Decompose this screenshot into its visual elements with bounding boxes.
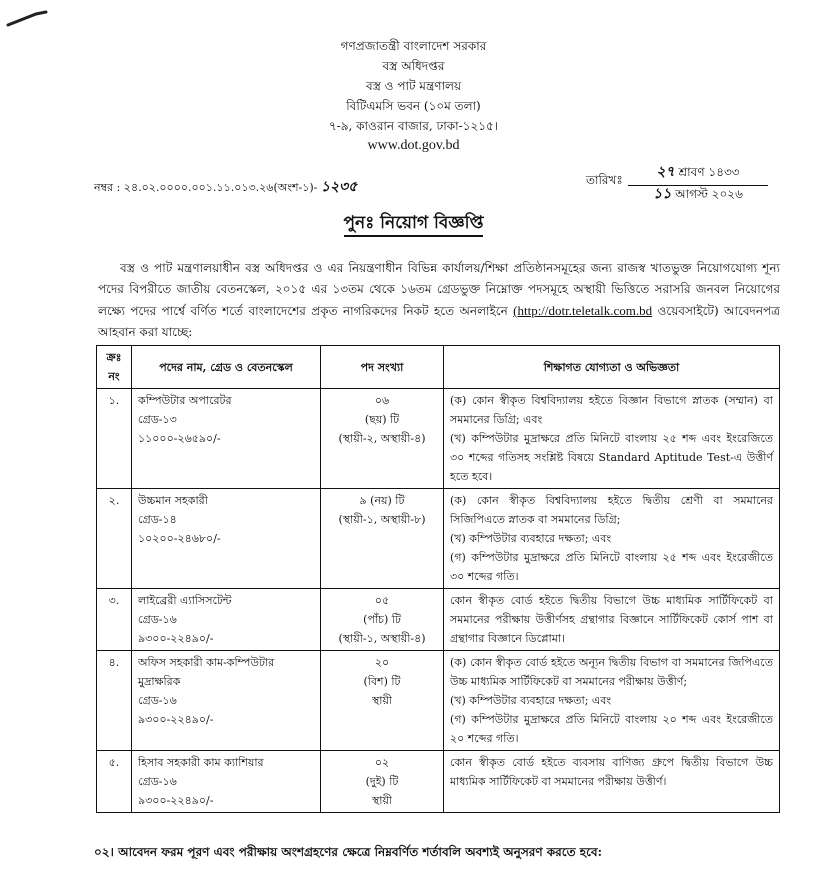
- intro-paragraph: [98, 258, 780, 343]
- post-scale: ৯৩০০-২২৪৯০/-: [138, 632, 214, 645]
- row-qualification: [444, 751, 780, 813]
- table-row: [97, 389, 780, 489]
- date-label: তারিখঃ: [586, 173, 623, 187]
- department-name: বস্ত্র অধিদপ্তর: [382, 59, 445, 73]
- table-header-row: [97, 346, 780, 389]
- building-name: বিটিএমসি ভবন (১০ম তলা): [346, 99, 481, 113]
- post-grade: গ্রেড-১৬: [138, 694, 177, 707]
- row-post-info: [132, 389, 321, 489]
- post-name: উচ্চমান সহকারী: [138, 494, 208, 507]
- notice-title-text: পুনঃ নিয়োগ বিজ্ঞপ্তি: [344, 213, 484, 237]
- post-grade: গ্রেড-১৬: [138, 613, 177, 626]
- row-post-info: [132, 589, 321, 651]
- table-row: [97, 751, 780, 813]
- post-name: হিসাব সহকারী কাম ক্যাশিয়ার: [138, 756, 264, 769]
- row-serial: ২.: [97, 489, 132, 589]
- count-words: (পাঁচ) টি: [363, 613, 401, 626]
- row-post-info: [132, 651, 321, 751]
- ministry-name: বস্ত্র ও পাট মন্ত্রণালয়: [365, 79, 462, 93]
- header-post-name: পদের নাম, গ্রেড ও বেতনস্কেল: [132, 346, 321, 389]
- memo-number: [94, 175, 357, 199]
- post-grade: গ্রেড-১৬: [138, 775, 177, 788]
- post-grade: গ্রেড-১৪: [138, 513, 177, 526]
- qualification-line: (গ) কম্পিউটার মুদ্রাক্ষরে প্রতি মিনিটে বাংলায় ২৫ শব্দ এবং ইংরেজীতে ৩০ শব্দের গতি।: [450, 551, 773, 583]
- count-number: ০৫: [374, 594, 390, 607]
- row-count: [321, 589, 444, 651]
- row-count: [321, 651, 444, 751]
- post-scale: ১১০০০-২৬৫৯০/-: [138, 432, 221, 445]
- bangla-month-year: শ্রাবণ ১৪৩৩: [678, 165, 740, 179]
- count-words: (স্থায়ী-১, অস্থায়ী-৮): [338, 513, 426, 526]
- memo-label: নম্বর : ২৪.০২.০০০০.০০১.১১.০১৩.২৬(অংশ-১)-: [94, 181, 318, 194]
- address: ৭-৯, কাওরান বাজার, ঢাকা-১২১৫।: [328, 119, 499, 133]
- pen-stroke-mark: [6, 10, 48, 28]
- footer-instruction: ০২। আবেদন ফরম পূরণ এবং পরীক্ষায় অংশগ্রহণের ক্ষেত্রে নিম্নবর্ণিত শর্তাবলি অবশ্যই অনুসরণ করতে হবে:: [94, 845, 603, 859]
- row-count: [321, 389, 444, 489]
- count-words: (ছয়) টি: [364, 413, 400, 426]
- count-number: ২০: [374, 656, 390, 669]
- date-block: [586, 160, 786, 200]
- count-detail: (স্থায়ী-২, অস্থায়ী-৪): [338, 432, 426, 445]
- qualification-line: (ক) কোন স্বীকৃত বোর্ড হইতে অন্যূন দ্বিতীয় বিভাগ বা সমমানের জিপিএতে উচ্চ মাধ্যমিক সার্টিফিকেট বা সমমানের পরীক্ষায় উত্তীর্ণ;: [450, 656, 773, 688]
- row-serial: ১.: [97, 389, 132, 489]
- qualification-line: কোন স্বীকৃত বোর্ড হইতে ব্যবসায় বাণিজ্য গ্রুপে দ্বিতীয় বিভাগে উচ্চ মাধ্যমিক সার্টিফিকেট বা সমমানের পরীক্ষায় উত্তীর্ণ।: [450, 756, 773, 788]
- count-words: (বিশ) টি: [363, 675, 401, 688]
- header-qualification: শিক্ষাগত যোগ্যতা ও অভিজ্ঞতা: [444, 346, 780, 389]
- table-row: [97, 489, 780, 589]
- posts-table: [96, 345, 780, 813]
- post-name: কম্পিউটার অপারেটর: [138, 394, 232, 407]
- header-serial: ক্রঃ নং: [97, 346, 132, 389]
- post-name: লাইব্রেরী এ্যাসিসটেন্ট: [138, 594, 232, 607]
- qualification-line: (গ) কম্পিউটার মুদ্রাক্ষরে প্রতি মিনিটে বাংলায় ২০ শব্দ এবং ইংরেজীতে ২০ শব্দের গতি।: [450, 713, 773, 745]
- row-qualification: [444, 651, 780, 751]
- row-serial: ৪.: [97, 651, 132, 751]
- government-name: গণপ্রজাতন্ত্রী বাংলাদেশ সরকার: [340, 39, 487, 53]
- row-post-info: [132, 489, 321, 589]
- letterhead: [0, 36, 827, 156]
- row-count: [321, 489, 444, 589]
- post-grade: গ্রেড-১৩: [138, 413, 177, 426]
- notice-title: [0, 210, 827, 238]
- english-date: [628, 182, 768, 206]
- count-detail: স্থায়ী: [371, 694, 393, 707]
- post-scale: ৯৩০০-২২৪৯০/-: [138, 713, 214, 726]
- count-number: ০২: [374, 756, 390, 769]
- count-detail: (স্থায়ী-১, অস্থায়ী-৪): [338, 632, 426, 645]
- table-row: [97, 651, 780, 751]
- row-qualification: [444, 389, 780, 489]
- post-scale: ৯৩০০-২২৪৯০/-: [138, 794, 214, 807]
- qualification-line: (খ) কম্পিউটার মুদ্রাক্ষরে প্রতি মিনিটে বাংলায় ২৫ শব্দ এবং ইংরেজিতে ৩০ শব্দের গতিসহ সংশ্লিষ্ট বিষয়ে Standard Aptitude Test-এ উত্তীর্ণ হতে হবে।: [450, 432, 773, 483]
- row-qualification: [444, 489, 780, 589]
- count-number: ৯ (নয়) টি: [359, 494, 405, 507]
- qualification-line: (ক) কোন স্বীকৃত বিশ্ববিদ্যালয় হইতে বিজ্ঞান বিভাগে স্নাতক (সম্মান) বা সমমানের ডিগ্রি; এবং: [450, 394, 773, 426]
- count-words: (দুই) টি: [365, 775, 399, 788]
- post-scale: ১০২০০-২৪৬৮০/-: [138, 532, 221, 545]
- count-number: ০৬: [374, 394, 390, 407]
- row-serial: ৩.: [97, 589, 132, 651]
- row-post-info: [132, 751, 321, 813]
- row-count: [321, 751, 444, 813]
- row-serial: ৫.: [97, 751, 132, 813]
- memo-handwritten-number: ১২৩৫: [320, 179, 358, 195]
- count-detail: স্থায়ী: [371, 794, 393, 807]
- post-name: অফিস সহকারী কাম-কম্পিউটার মুদ্রাক্ষরিক: [138, 656, 275, 688]
- table-row: [97, 589, 780, 651]
- row-qualification: [444, 589, 780, 651]
- intro-suffix: ওয়েবসাইটে) আবেদনপত্র আহবান করা যাচ্ছে:: [98, 304, 780, 339]
- intro-text: বস্ত্র ও পাট মন্ত্রণালয়াধীন বস্ত্র অধিদপ্তর ও এর নিয়ন্ত্রণাধীন বিভিন্ন কার্যালয়/শিক্ষা প্রতিষ্ঠানসমূহের জন্য রাজস্ব খাতভুক্ত নিয়োগযোগ্য শূন্য পদের বিপরীতে জাতীয় বেতনস্কেল, ২০১৫ এর ১৩তম থেকে ১৬তম গ্রেডভুক্ত নিম্নোক্ত পদসমূহে অস্থায়ী ভিত্তিতে সরাসরি জনবল নিয়োগের লক্ষ্যে পদের পার্শ্বে বর্ণিত শর্তে বাংলাদেশের প্রকৃত নাগরিকদের নিকট হতে অনলাইনে: [98, 261, 780, 318]
- header-post-count: পদ সংখ্যা: [321, 346, 444, 389]
- qualification-line: কোন স্বীকৃত বোর্ড হইতে দ্বিতীয় বিভাগে উচ্চ মাধ্যমিক সার্টিফিকেট বা সমমানের পরীক্ষায় উত্তীর্ণসহ গ্রন্থাগার বিজ্ঞানে সার্টিফিকেট কোর্স পাশ বা গ্রন্থাগার বিজ্ঞানে ডিপ্লোমা।: [450, 594, 773, 645]
- qualification-line: (ক) কোন স্বীকৃত বিশ্ববিদ্যালয় হইতে দ্বিতীয় শ্রেণী বা সমমানের সিজিপিএতে স্নাতক বা সমমানের ডিগ্রি;: [450, 494, 773, 526]
- english-month-year: আগস্ট ২০২৬: [675, 187, 743, 201]
- qualification-line: (খ) কম্পিউটার ব্যবহারে দক্ষতা; এবং: [450, 532, 612, 545]
- qualification-line: (খ) কম্পিউটার ব্যবহারে দক্ষতা; এবং: [450, 694, 612, 707]
- english-day: ১১: [653, 186, 672, 202]
- application-url-link[interactable]: (http://dotr.teletalk.com.bd: [513, 303, 653, 318]
- website-link[interactable]: www.dot.gov.bd: [367, 138, 460, 153]
- bangla-day: ২৭: [656, 164, 675, 180]
